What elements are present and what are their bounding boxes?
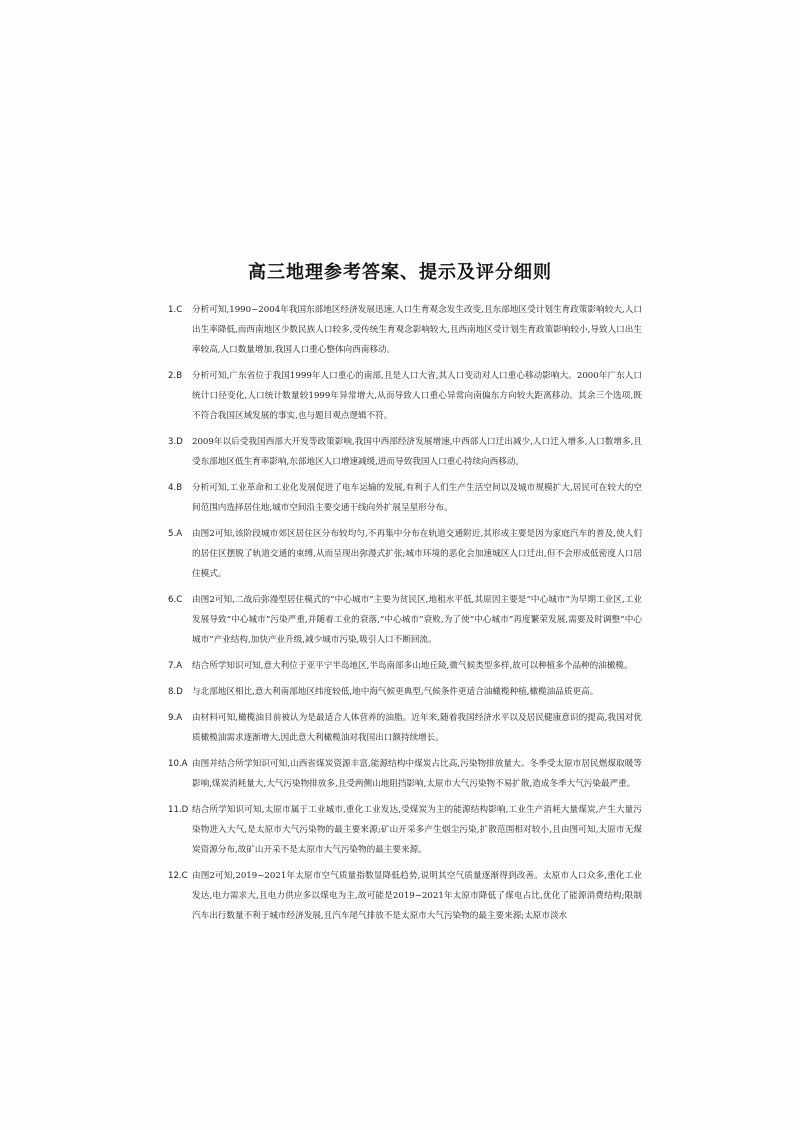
answer-item bbox=[168, 708, 642, 748]
answer-item bbox=[168, 656, 642, 676]
answer-list bbox=[168, 300, 642, 932]
answer-text: 由图并结合所学知识可知,山西省煤炭资源丰富,能源结构中煤炭占比高,污染物排放量大。冬季受太原市居民燃煤取暖等影响,煤炭消耗量大,大气污染物排放多,且受两侧山地阻挡影响,太原市大气污染物不易扩散,造成冬季大气污染最严重。 bbox=[192, 759, 642, 789]
answer-number: 9.A bbox=[168, 713, 183, 723]
answer-item bbox=[168, 300, 642, 360]
answer-text: 分析可知,工业革命和工业化发展促进了电车运输的发展,有利于人们生产生活空间以及城市规模扩大,居民可在较大的空间范围内选择居住地,城市空间沿主要交通干线向外扩展呈星形分布。 bbox=[192, 483, 642, 513]
answer-text: 分析可知,广东省位于我国1999年人口重心的南部,且是人口大省,其人口变动对人口重心移动影响大。2000年广东人口统计口径变化,人口统计数量较1999年异常增大,从而导致人口重心异常向南偏东方向较大距离移动。其余三个选项,既不符合我国区域发展的事实,也与题目观点逻辑不符。 bbox=[192, 371, 642, 421]
answer-number: 5.A bbox=[168, 529, 183, 539]
answer-item bbox=[168, 800, 642, 860]
answer-item bbox=[168, 524, 642, 584]
answer-item bbox=[168, 754, 642, 794]
answer-text: 由图2可知,2019~2021年太原市空气质量指数显降低趋势,说明其空气质量逐渐得到改善。太原市人口众多,重化工业发达,电力需求大,且电力供应多以煤电为主,故可能是2019~2021年太原市降低了煤电占比,优化了能源消费结构;限制汽车出行数量不利于城市经济发展,且汽车尾气排放不是太原市大气污染物的最主要来源;太原市淡水 bbox=[192, 871, 642, 921]
answer-number: 4.B bbox=[168, 483, 183, 493]
answer-number: 2.B bbox=[168, 371, 183, 381]
answer-number: 12.C bbox=[168, 871, 188, 881]
answer-number: 1.C bbox=[168, 305, 183, 315]
answer-number: 8.D bbox=[168, 687, 183, 697]
answer-text: 分析可知,1990~2004年我国东部地区经济发展迅速,人口生育观念发生改变,且东部地区受计划生育政策影响较大,人口出生率降低,而西南地区少数民族人口较多,受传统生育观念影响较大,且西南地区受计划生育政策影响较小,导致人口出生率较高,人口数量增加,我国人口重心整体向西南移动。 bbox=[192, 305, 642, 355]
page-title: 高三地理参考答案、提示及评分细则 bbox=[248, 262, 552, 283]
answer-number: 6.C bbox=[168, 595, 183, 605]
answer-text: 由材料可知,橄榄油目前被认为是最适合人体营养的油脂。近年来,随着我国经济水平以及居民健康意识的提高,我国对优质橄榄油需求逐渐增大,因此意大利橄榄油对我国出口额持续增长。 bbox=[192, 713, 642, 743]
answer-item bbox=[168, 478, 642, 518]
answer-text: 结合所学知识可知,太原市属于工业城市,重化工业发达,受煤炭为主的能源结构影响,工业生产消耗大量煤炭,产生大量污染物进入大气,是太原市大气污染物的最主要来源;矿山开采多产生烟尘污染,扩散范围相对较小,且由图可知,太原市无煤炭资源分布,故矿山开采不是太原市大气污染物的最主要来源。 bbox=[192, 805, 642, 855]
answer-text: 由图2可知,二战后弥漫型居住模式的“中心城市”主要为贫民区,地租水平低,其原因主要是“中心城市”为早期工业区,工业发展导致“中心城市”污染严重,并随着工业的衰落,“中心城市”衰败,为了使“中心城市”再度繁荣发展,需要及时调整“中心城市”产业结构,加快产业升级,减少城市污染,吸引人口不断回流。 bbox=[192, 595, 642, 645]
answer-number: 10.A bbox=[168, 759, 188, 769]
answer-number: 7.A bbox=[168, 661, 183, 671]
answer-item bbox=[168, 590, 642, 650]
answer-number: 11.D bbox=[168, 805, 189, 815]
answer-item bbox=[168, 866, 642, 926]
answer-text: 与北部地区相比,意大利南部地区纬度较低,地中海气候更典型,气候条件更适合油橄榄种植,橄榄油品质更高。 bbox=[192, 687, 599, 697]
answer-item bbox=[168, 682, 642, 702]
answer-text: 2009年以后受我国西部大开发等政策影响,我国中西部经济发展增速,中西部人口迁出减少,人口迁入增多,人口数增多,且受东部地区低生育率影响,东部地区人口增速减缓,进而导致我国人口重心持续向西移动。 bbox=[192, 437, 642, 467]
answer-text: 结合所学知识可知,意大利位于亚平宁半岛地区,半岛南部多山地丘陵,微气候类型多样,故可以种植多个品种的油橄榄。 bbox=[192, 661, 633, 671]
answer-item bbox=[168, 432, 642, 472]
answer-item bbox=[168, 366, 642, 426]
answer-text: 由图2可知,该阶段城市郊区居住区分布较均匀,不再集中分布在轨道交通附近,其形成主要是因为家庭汽车的普及,使人们的居住区摆脱了轨道交通的束缚,从而呈现出弥漫式扩张;城市环境的恶化会加速城区人口迁出,但不会形成低密度人口居住模式。 bbox=[192, 529, 642, 579]
answer-number: 3.D bbox=[168, 437, 183, 447]
